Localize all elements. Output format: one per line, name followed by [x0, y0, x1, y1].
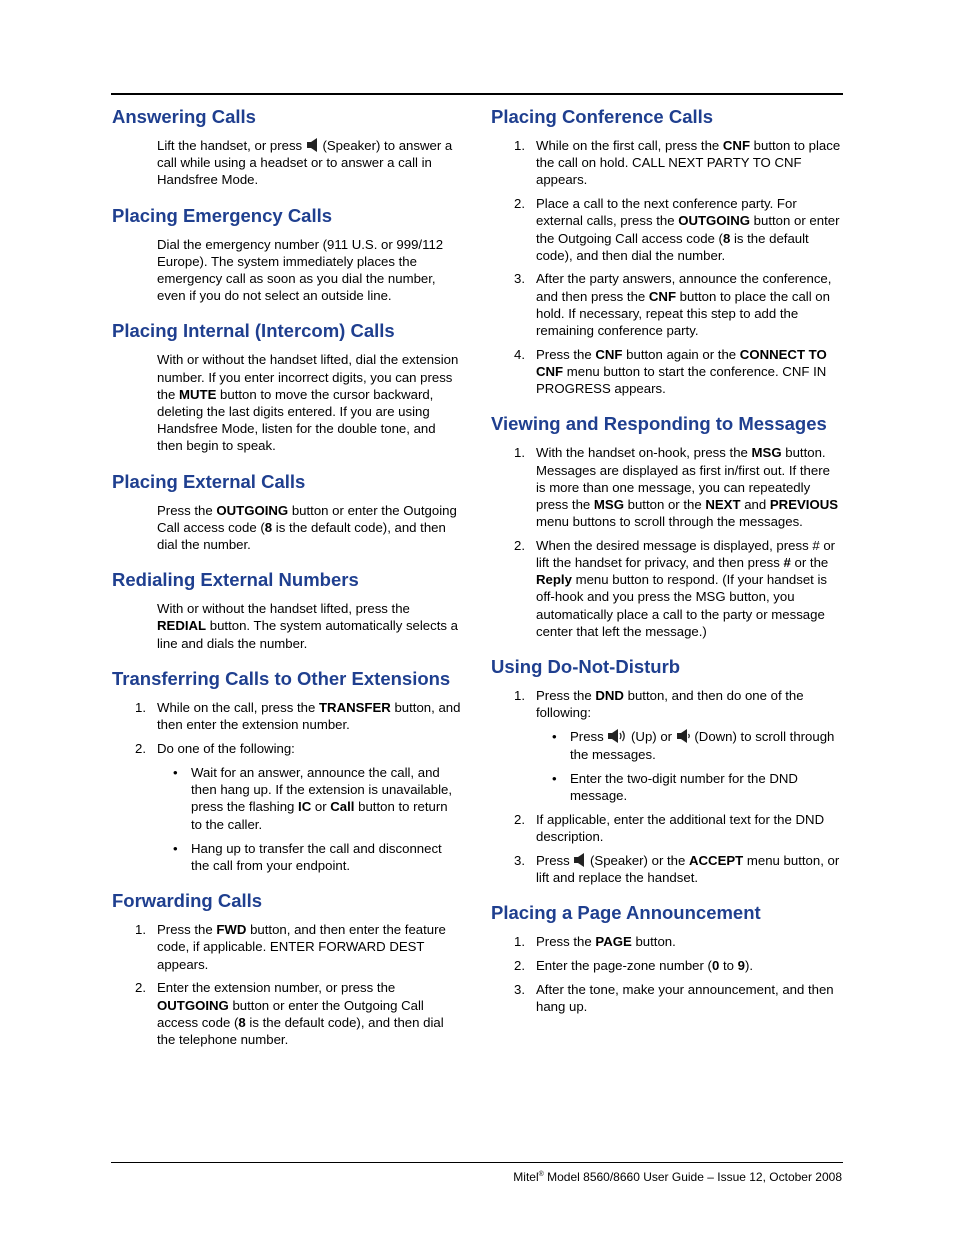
key-name: MSG [751, 445, 782, 461]
list-item: 2. When the desired message is displayed, press # or lift the handset for privacy, and then press # or the Reply menu button to respond. (If your handset is off-hook and you press the MSG button, you automatically place a call to the party or message center that left the message.) [514, 537, 836, 639]
step-list [491, 137, 841, 397]
bullet-item: • Enter the two-digit number for the DND message. [552, 770, 798, 804]
list-item: 1. With the handset on-hook, press the MSG button. Messages are displayed as first in/first out. If there is more than one message, you can repeatedly press the MSG button or the NEXT and PREVIOUS menu buttons to scroll through the messages. [514, 445, 839, 530]
key-name: 9 [737, 957, 745, 973]
step-list [491, 444, 841, 640]
section-title: Using Do-Not-Disturb [491, 656, 681, 678]
right-column [491, 106, 841, 1031]
section-body: With or without the handset lifted, press the REDIAL button. The system automatically selects a line and dials the number. [157, 601, 458, 651]
list-item: 3. After the tone, make your announcement, and then hang up. [514, 981, 834, 1014]
list-item: 2. Place a call to the next conference party. For external calls, press the OUTGOING button or enter the Outgoing Call access code (8 is the default code), and then dial the number. [514, 196, 840, 263]
key-name: DND [595, 688, 624, 704]
list-item: 4. Press the CNF button again or the CONNECT TO CNF menu button to start the conference. CNF IN PROGRESS appears. [514, 346, 827, 397]
key-name: 8 [264, 519, 273, 535]
key-name: 0 [711, 957, 720, 973]
section-conference [491, 106, 841, 397]
step-list [112, 699, 462, 874]
section-transfer [112, 668, 462, 874]
key-name: Reply [536, 572, 572, 588]
section-intercom-calls [112, 320, 462, 454]
step-list [491, 933, 841, 1015]
section-redial [112, 569, 462, 652]
section-title: Placing Emergency Calls [112, 204, 333, 226]
list-item: 3. After the party answers, announce the conference, and then press the CNF button to place the call on hold. If necessary, repeat this step to add the remaining conference party. [514, 271, 832, 339]
section-body: Press the OUTGOING button or enter the Outgoing Call access code (8 is the default code), and then dial the number. [157, 502, 457, 553]
key-name: CONNECT TO CNF [536, 346, 827, 379]
speaker-icon [306, 138, 319, 152]
section-dnd [491, 656, 841, 886]
volume-up-icon [607, 729, 627, 743]
bullet-item: • Wait for an answer, announce the call, and then hang up. If the extension is unavailable, press the flashing IC or Call button to return to the caller. [173, 764, 453, 832]
section-title: Placing Internal (Intercom) Calls [112, 320, 395, 342]
speaker-icon [573, 853, 586, 867]
key-name: CNF [595, 346, 623, 362]
step-list [112, 921, 462, 1048]
key-name: # [783, 555, 791, 571]
bullet-item: • Hang up to transfer the call and disconnect the call from your endpoint. [173, 840, 442, 873]
section-title: Forwarding Calls [112, 890, 263, 912]
list-item: 1. Press the PAGE button. [514, 934, 676, 950]
section-title: Placing a Page Announcement [491, 902, 761, 924]
key-name: 8 [722, 230, 731, 246]
key-name: PAGE [595, 934, 632, 950]
header-rule [111, 93, 843, 95]
key-name: FWD [216, 922, 247, 938]
key-name: OUTGOING [678, 213, 751, 229]
list-item: 1. Press the DND button, and then do one of the following: • Press (Up) or (Down) to scroll through the messages. • Enter the two-digit number for the DND message. [491, 687, 841, 804]
step-list [491, 687, 841, 886]
list-item: 1. Press the FWD button, and then enter the feature code, if applicable. ENTER FORWARD DEST appears. [135, 922, 446, 972]
section-title: Placing Conference Calls [491, 106, 714, 127]
section-title: Viewing and Responding to Messages [491, 413, 827, 435]
key-name: ACCEPT [689, 852, 744, 868]
list-item: 3. Press (Speaker) or the ACCEPT menu button, or lift and replace the handset. [514, 852, 840, 885]
section-external-calls [112, 471, 462, 554]
key-name: 8 [238, 1014, 246, 1030]
list-item: 2. If applicable, enter the additional text for the DND description. [514, 811, 825, 844]
list-item: 2. Do one of the following: • Wait for an answer, announce the call, and then hang up. If the extension is unavailable, press the flashing IC or Call button to return to the caller. • Hang up to transfer the call and disconnect the call from your endpoint. [112, 740, 462, 874]
key-name: OUTGOING [157, 997, 229, 1013]
key-name: CNF [648, 288, 677, 304]
section-title: Answering Calls [112, 106, 256, 127]
key-name: IC [298, 799, 312, 815]
key-name: REDIAL [157, 618, 207, 634]
key-name: NEXT [705, 496, 741, 512]
section-forwarding [112, 890, 462, 1048]
section-title: Redialing External Numbers [112, 569, 359, 591]
section-title: Transferring Calls to Other Extensions [112, 667, 451, 689]
key-name: OUTGOING [216, 502, 289, 518]
section-page-announcement [491, 902, 841, 1015]
list-item: 1. While on the first call, press the CNF button to place the call on hold. CALL NEXT PARTY TO CNF appears. [514, 138, 841, 188]
volume-down-icon [676, 729, 691, 743]
section-title: Placing External Calls [112, 470, 306, 492]
list-item: 1. While on the call, press the TRANSFER button, and then enter the extension number. [135, 699, 461, 733]
key-name: MUTE [179, 386, 217, 402]
section-answering-calls [112, 106, 462, 189]
key-name: CNF [722, 138, 751, 153]
section-messages [491, 413, 841, 640]
key-name: Call [330, 799, 355, 815]
section-body: Dial the emergency number (911 U.S. or 999/112 Europe). The system immediately places the emergency call as soon as you dial the number, even if you do not select an outside line. [157, 236, 444, 304]
page-footer: Mitel® Model 8560/8660 User Guide – Issue 12, October 2008 [513, 1170, 842, 1184]
bullet-list [536, 728, 841, 804]
key-name: TRANSFER [319, 699, 391, 715]
bullet-item: • Press (Up) or (Down) to scroll through the messages. [552, 729, 835, 762]
list-item: 2. Enter the extension number, or press the OUTGOING button or enter the Outgoing Call access code (8 is the default code), and then dial the telephone number. [135, 980, 444, 1047]
key-name: PREVIOUS [769, 496, 839, 512]
section-body: Lift the handset, or press (Speaker) to answer a call while using a headset or to answer a call in Handsfree Mode. [157, 138, 453, 188]
section-body: With or without the handset lifted, dial the extension number. If you enter incorrect digits, you can press the MUTE button to move the cursor backward, deleting the last digits entered. If you are using Handsfree Mode, listen for the double tone, and then begin to speak. [157, 352, 459, 454]
key-name: MSG [593, 496, 624, 512]
section-emergency-calls [112, 205, 462, 305]
bullet-list [157, 764, 462, 874]
footer-rule [111, 1162, 843, 1163]
left-column [112, 106, 462, 1064]
list-item: 2. Enter the page-zone number (0 to 9). [514, 957, 754, 973]
